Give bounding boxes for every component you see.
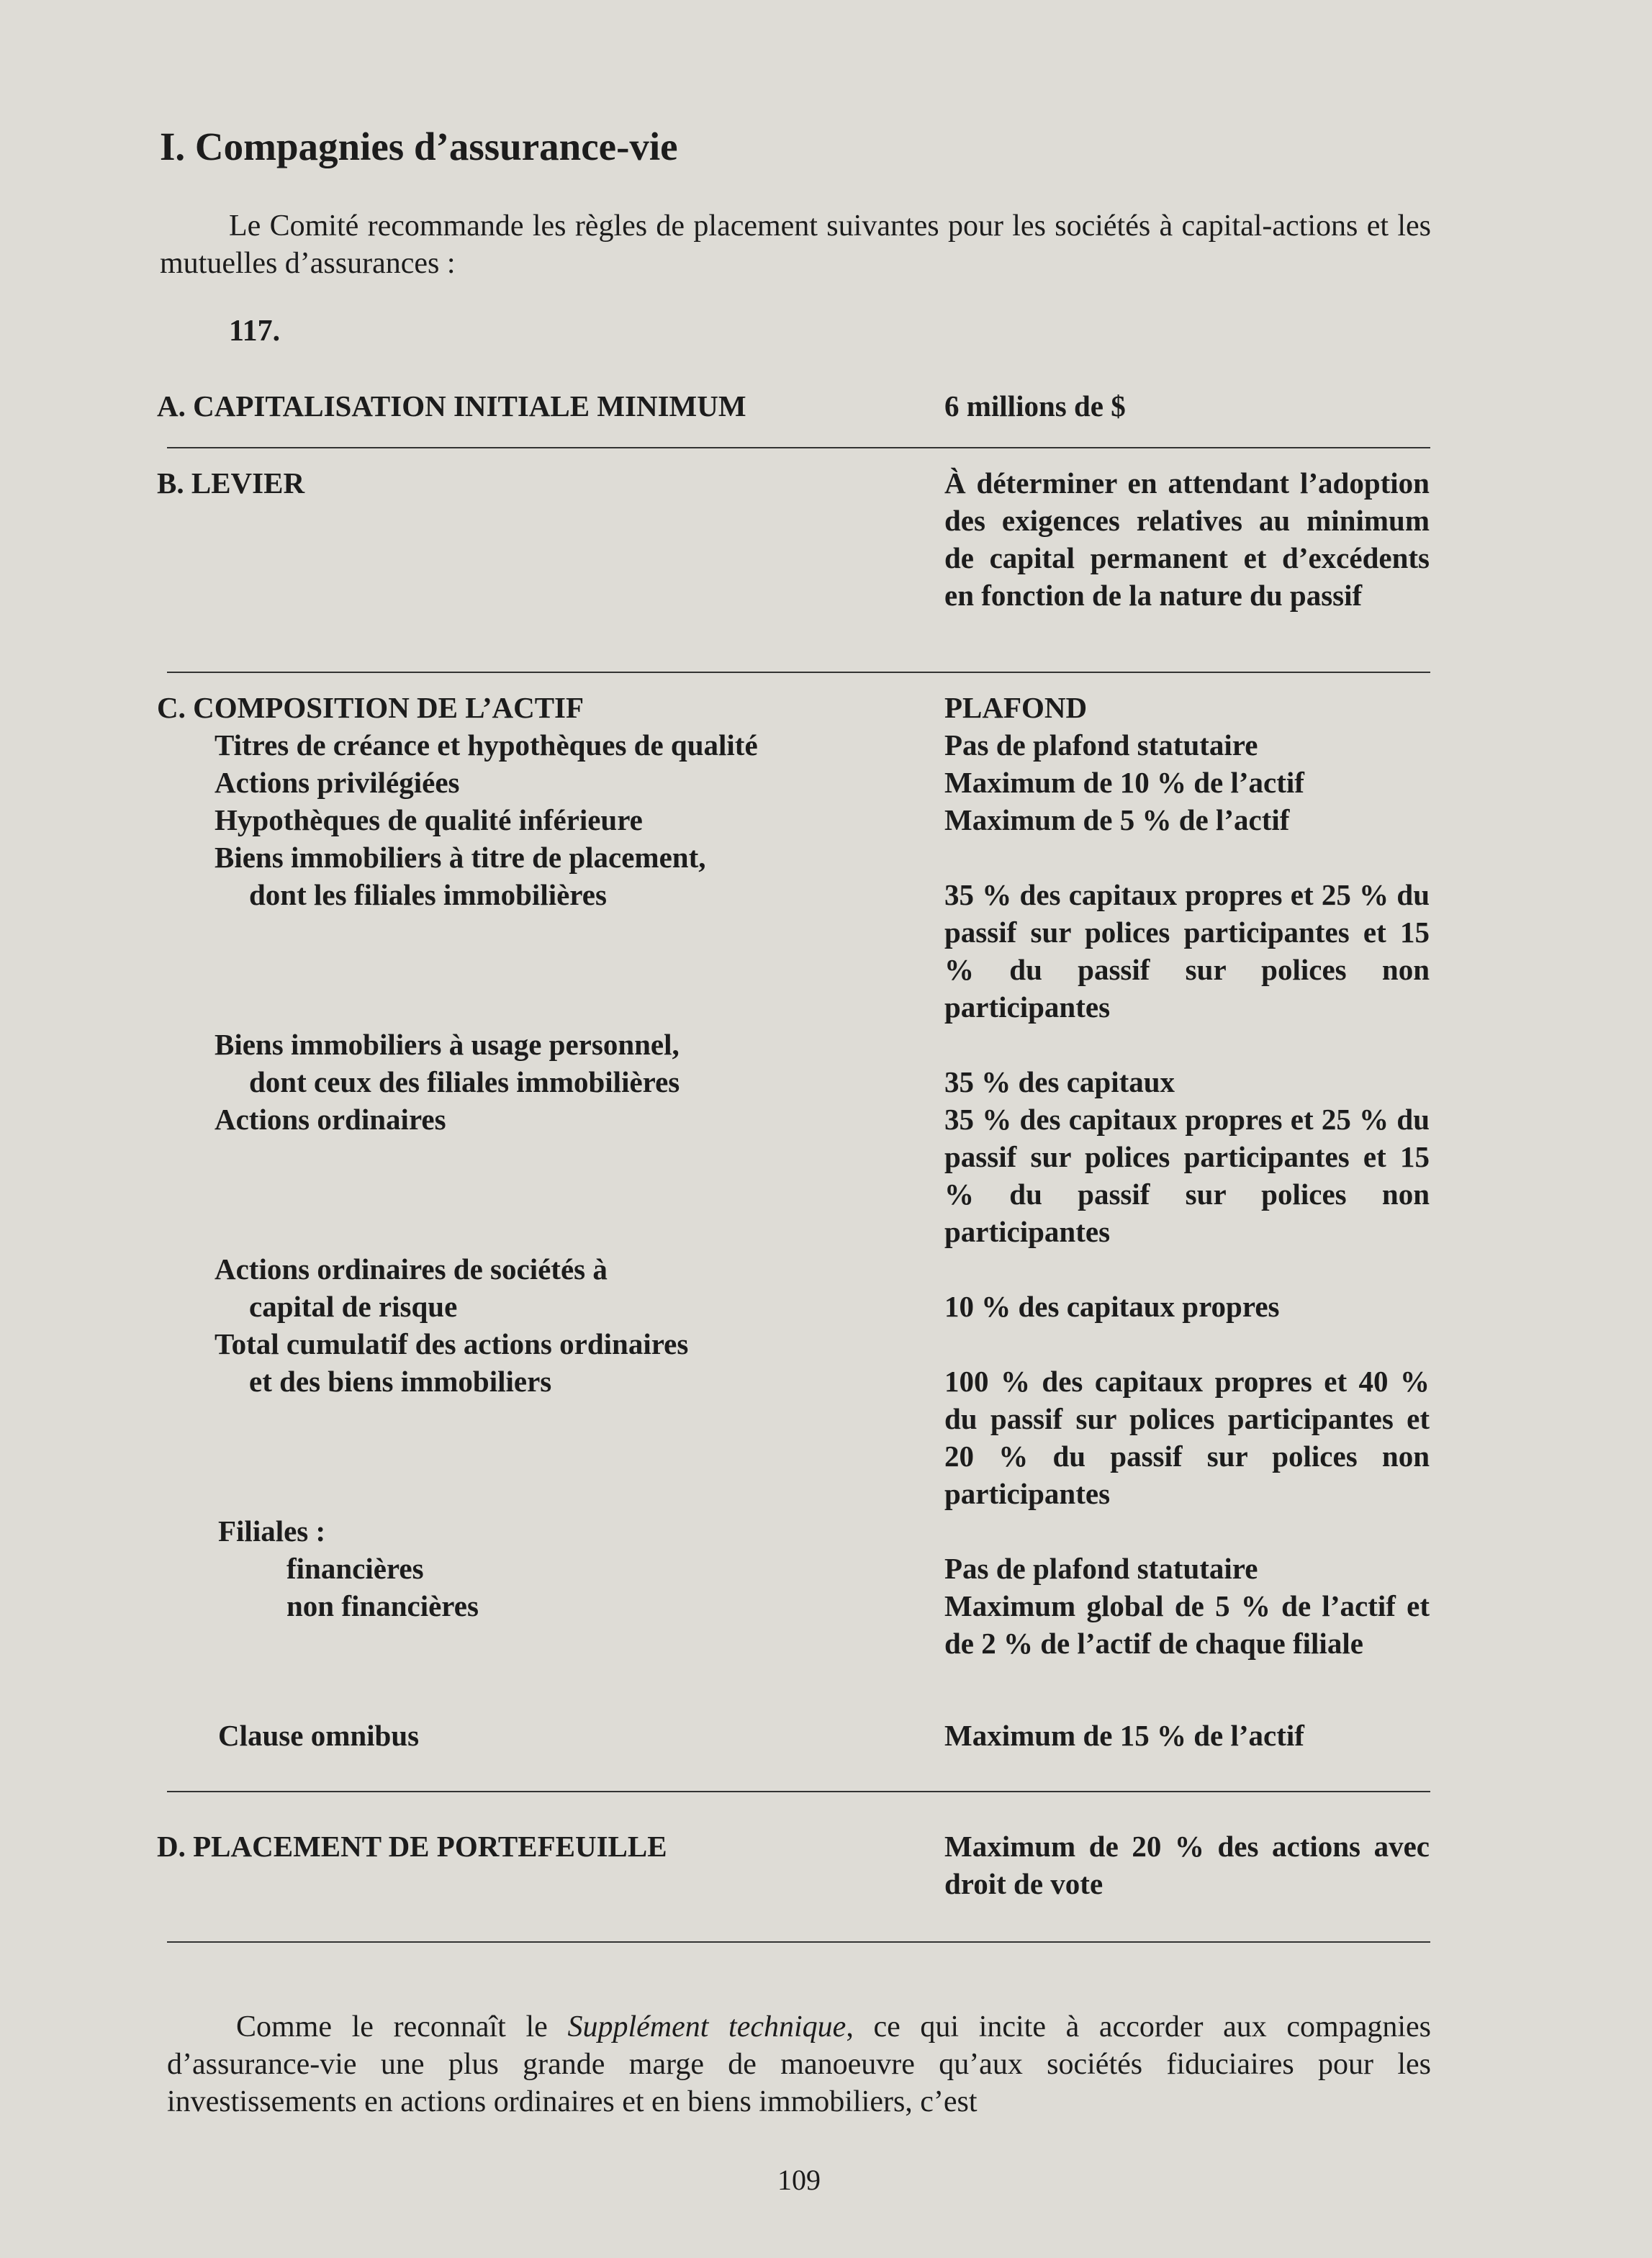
closing-italic-title: Supplément technique: [567, 2010, 847, 2044]
row-value: 35 % des capitaux propres et 25 % du passif sur polices participantes et 15 % du passif sur polices non participantes: [944, 1103, 1430, 1248]
row-label-continued: et des biens immobiliers: [249, 1365, 552, 1398]
section-a-value: 6 millions de $: [944, 389, 1126, 423]
row-label: Clause omnibus: [218, 1719, 420, 1752]
row-value: Pas de plafond statutaire: [944, 1552, 1258, 1585]
row-label: Actions ordinaires: [215, 1103, 446, 1136]
closing-text: Comme le reconnaît le: [236, 2010, 568, 2044]
divider: [167, 1791, 1430, 1792]
closing-text: , ce qui incite à accorder aux compagnies d’assurance-vie une plus grande marge de manoeuvre qu’aux sociétés fiduciaires pour les investissements en actions ordinaires et en biens immobiliers, c’est: [167, 2010, 1431, 2118]
row-value: Maximum de 5 % de l’actif: [944, 803, 1290, 836]
intro-paragraph: Le Comité recommande les règles de placement suivantes pour les sociétés à capital-actions et les mutuelles d’assurances :: [160, 209, 1431, 280]
divider: [167, 447, 1430, 448]
row-label: Hypothèques de qualité inférieure: [215, 803, 643, 836]
row-label: Biens immobiliers à usage personnel,: [215, 1028, 680, 1061]
page-number: 109: [777, 2164, 821, 2196]
divider: [167, 1941, 1430, 1943]
section-d-value: Maximum de 20 % des actions avec droit de vote: [944, 1830, 1430, 1900]
row-label: non financières: [286, 1589, 479, 1622]
row-label: Biens immobiliers à titre de placement,: [215, 841, 706, 874]
row-label: Actions privilégiées: [215, 766, 460, 799]
row-label-continued: capital de risque: [249, 1290, 458, 1323]
section-title: I. Compagnies d’assurance-vie: [160, 125, 678, 168]
row-value: 35 % des capitaux propres et 25 % du passif sur polices participantes et 15 % du passif sur polices non participantes: [944, 878, 1430, 1024]
row-value: Maximum global de 5 % de l’actif et de 2 % de l’actif de chaque filiale: [944, 1589, 1430, 1660]
section-c-column-header: PLAFOND: [944, 691, 1088, 724]
section-c-label: C. COMPOSITION DE L’ACTIF: [157, 691, 584, 724]
row-label: financières: [286, 1552, 424, 1585]
row-label: Filiales :: [218, 1514, 326, 1548]
row-value: 35 % des capitaux: [944, 1065, 1175, 1098]
row-label: Total cumulatif des actions ordinaires: [215, 1327, 689, 1360]
row-label: Titres de créance et hypothèques de qualité: [215, 728, 758, 762]
section-a-label: A. CAPITALISATION INITIALE MINIMUM: [157, 389, 746, 423]
row-value: Maximum de 10 % de l’actif: [944, 766, 1304, 799]
section-b-label: B. LEVIER: [157, 466, 305, 500]
row-label-continued: dont ceux des filiales immobilières: [249, 1065, 680, 1098]
recommendation-number: 117.: [229, 315, 281, 348]
divider: [167, 672, 1430, 673]
row-value: 100 % des capitaux propres et 40 % du passif sur polices participantes et 20 % du passif sur polices non participantes: [944, 1365, 1430, 1510]
closing-paragraph: [167, 2008, 1431, 2121]
section-d-label: D. PLACEMENT DE PORTEFEUILLE: [157, 1830, 667, 1863]
row-label: Actions ordinaires de sociétés à: [215, 1252, 608, 1286]
row-value: 10 % des capitaux propres: [944, 1290, 1280, 1323]
row-value: Pas de plafond statutaire: [944, 728, 1258, 762]
row-label-continued: dont les filiales immobilières: [249, 878, 607, 911]
section-b-value: À déterminer en attendant l’adoption des exigences relatives au minimum de capital permanent et d’excédents en fonction de la nature du passif: [944, 466, 1430, 612]
row-value: Maximum de 15 % de l’actif: [944, 1719, 1304, 1752]
